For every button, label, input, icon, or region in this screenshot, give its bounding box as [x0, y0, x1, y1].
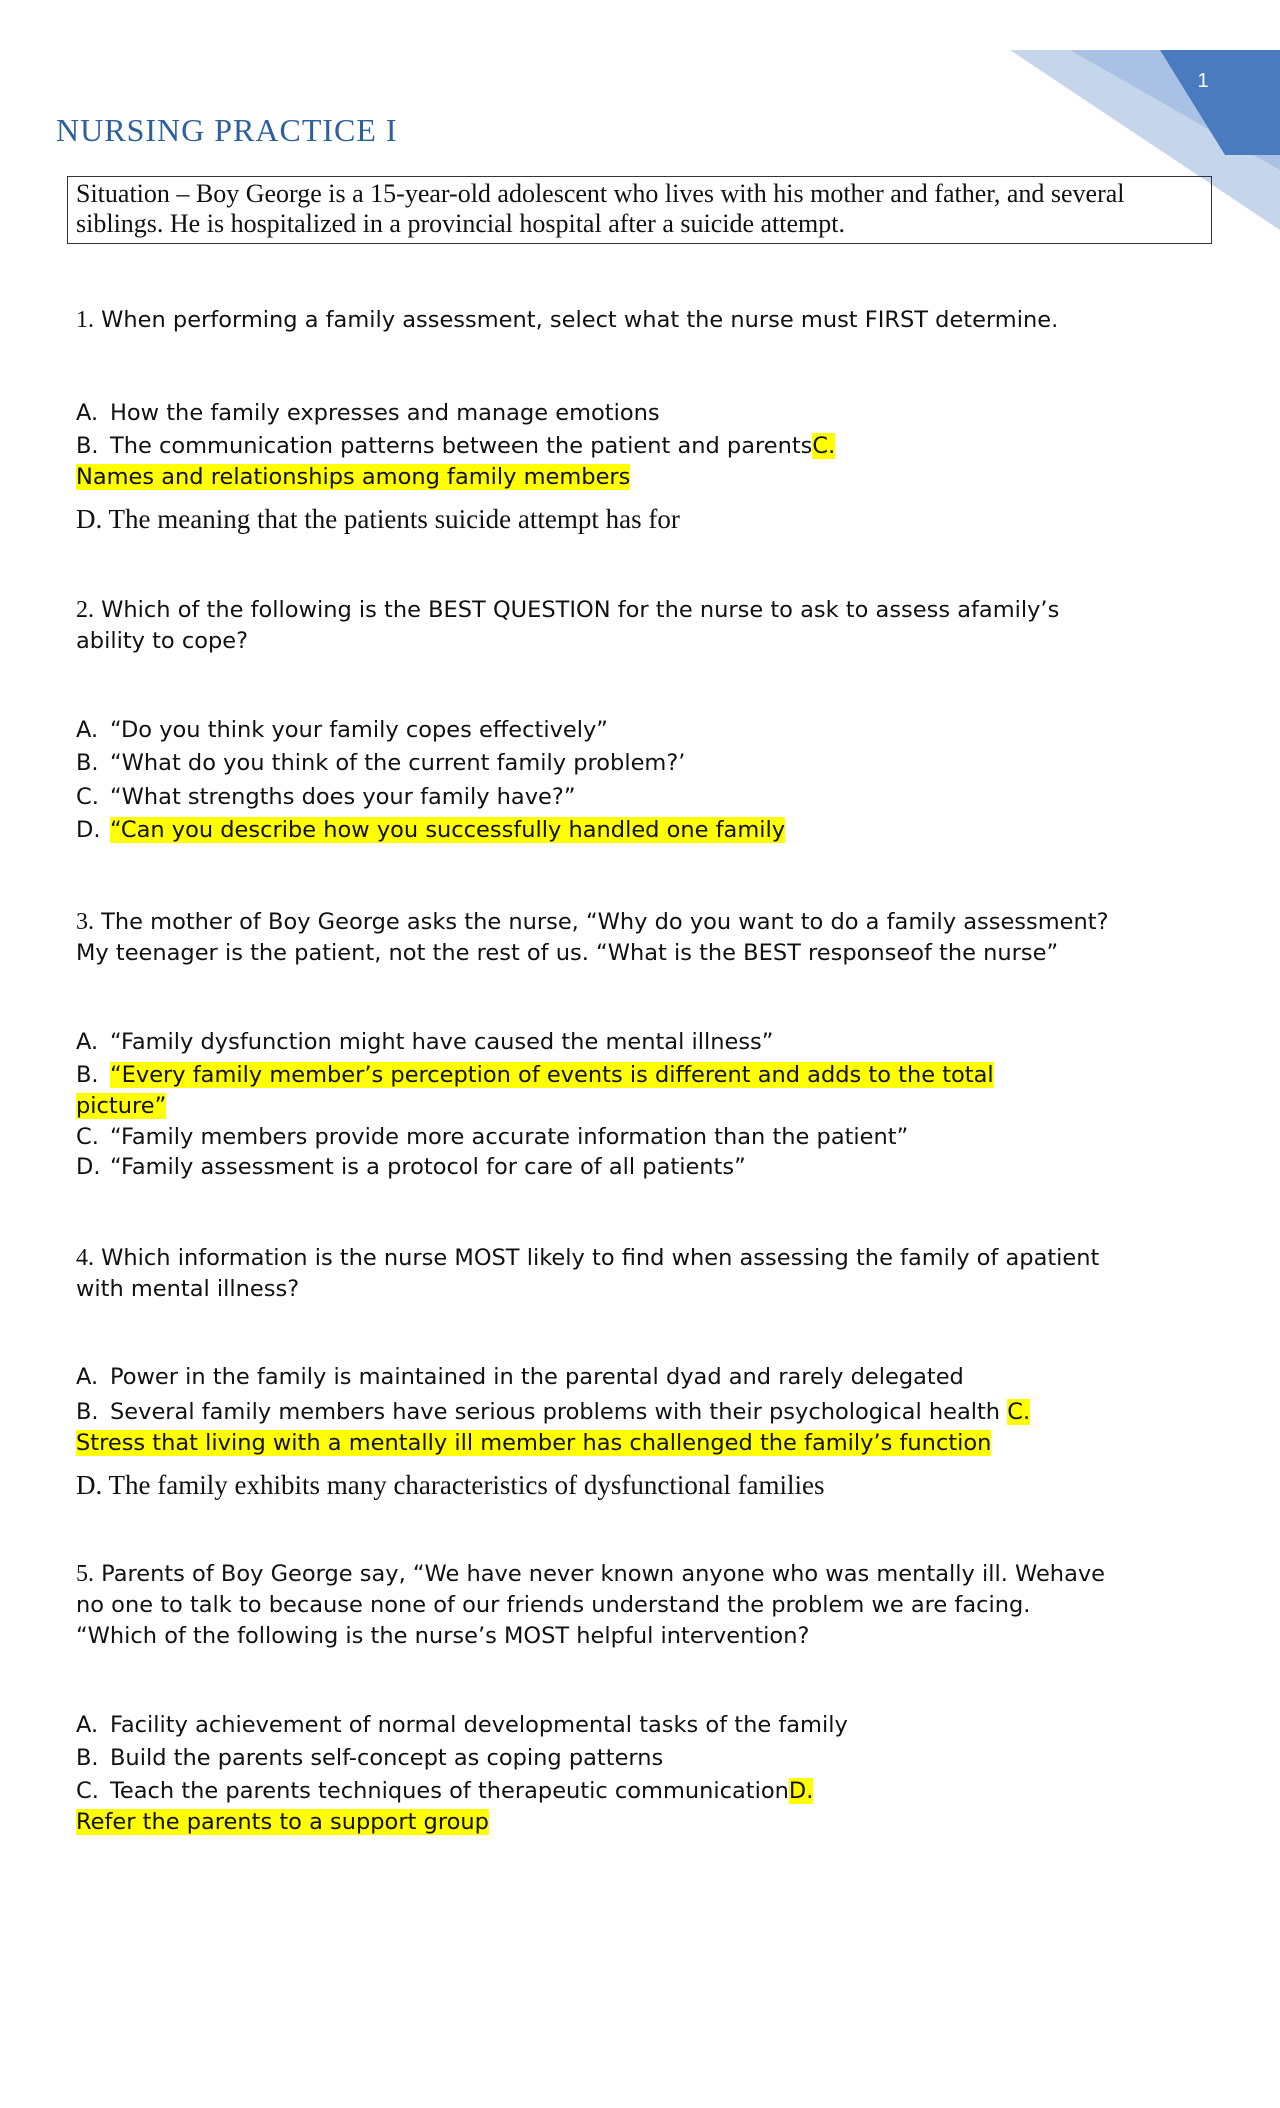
q3-option-b: B. “Every family member’s perception of events is different and adds to the total [76, 1062, 994, 1088]
q5-option-d-letter: D. [788, 1778, 814, 1804]
highlighted-answer: picture” [76, 1093, 167, 1119]
q2-option-d: D. “Can you describe how you successfully handled one family [76, 817, 786, 843]
q3-option-a: A. “Family dysfunction might have caused the mental illness” [76, 1029, 774, 1055]
q5-option-a: A. Facility achievement of normal developmental tasks of the family [76, 1712, 848, 1738]
q1-option-b: B. The communication patterns between the patient and parentsC. [76, 433, 836, 459]
q1-option-c-letter: C. [812, 433, 836, 459]
q4-option-b: B. Several family members have serious problems with their psychological health C. [76, 1399, 1031, 1425]
question-number: 4. [76, 1245, 94, 1271]
question-text: When performing a family assessment, select what the nurse must FIRST determine. [101, 307, 1059, 333]
page-number: 1 [1197, 70, 1209, 92]
question-text-cont: My teenager is the patient, not the rest of us. “What is the BEST responseof the nurse” [76, 940, 1059, 966]
q4-option-a: A. Power in the family is maintained in the parental dyad and rarely delegated [76, 1364, 964, 1390]
question-2 [76, 595, 1206, 657]
question-text-cont: with mental illness? [76, 1276, 300, 1302]
question-1 [76, 305, 1206, 336]
q2-option-c: C. “What strengths does your family have?” [76, 784, 576, 810]
q5-option-c: C. Teach the parents techniques of therapeutic communicationD. [76, 1778, 814, 1804]
question-text: Which of the following is the BEST QUESTION for the nurse to ask to assess afamily’s [101, 597, 1060, 623]
highlighted-answer: Names and relationships among family members [76, 464, 631, 490]
q1-option-c [76, 462, 1206, 493]
question-number: 5. [76, 1561, 94, 1587]
question-5 [76, 1559, 1206, 1652]
highlighted-answer: “Every family member’s perception of events is different and adds to the total [110, 1062, 994, 1088]
question-3 [76, 907, 1206, 969]
q4-option-c-letter: C. [1007, 1399, 1031, 1425]
q1-option-a: A. How the family expresses and manage emotions [76, 400, 660, 426]
question-number: 1. [76, 307, 94, 333]
situation-box: Situation – Boy George is a 15-year-old adolescent who lives with his mother and father, and several siblings. He is hospitalized in a provincial hospital after a suicide attempt. [67, 176, 1212, 244]
highlighted-answer: Stress that living with a mentally ill member has challenged the family’s function [76, 1430, 992, 1456]
question-text-cont: ability to cope? [76, 628, 249, 654]
q4-option-d: D. The family exhibits many characteristics of dysfunctional families [76, 1470, 825, 1500]
question-text: Which information is the nurse MOST likely to find when assessing the family of apatient [101, 1245, 1100, 1271]
question-4 [76, 1243, 1206, 1305]
question-text-cont: no one to talk to because none of our friends understand the problem we are facing. [76, 1592, 1031, 1618]
q5-option-d [76, 1807, 1206, 1838]
q4-option-c [76, 1428, 1206, 1459]
q3-option-d: D. “Family assessment is a protocol for care of all patients” [76, 1154, 746, 1180]
q1-option-d: D. The meaning that the patients suicide attempt has for [76, 504, 680, 534]
question-number: 3. [76, 909, 94, 935]
q2-option-b: B. “What do you think of the current family problem?’ [76, 750, 686, 776]
q3-option-b-cont [76, 1091, 1206, 1122]
question-text: Parents of Boy George say, “We have never known anyone who was mentally ill. Wehave [101, 1561, 1106, 1587]
highlighted-answer: Refer the parents to a support group [76, 1809, 489, 1835]
highlighted-answer: “Can you describe how you successfully handled one family [110, 817, 786, 843]
q5-option-b: B. Build the parents self-concept as coping patterns [76, 1745, 664, 1771]
page-title: NURSING PRACTICE I [56, 112, 398, 148]
question-text: The mother of Boy George asks the nurse, “Why do you want to do a family assessment? [101, 909, 1109, 935]
question-text-cont: “Which of the following is the nurse’s MOST helpful intervention? [76, 1623, 810, 1649]
question-number: 2. [76, 597, 94, 623]
q2-option-a: A. “Do you think your family copes effectively” [76, 717, 608, 743]
q3-option-c: C. “Family members provide more accurate information than the patient” [76, 1124, 909, 1150]
